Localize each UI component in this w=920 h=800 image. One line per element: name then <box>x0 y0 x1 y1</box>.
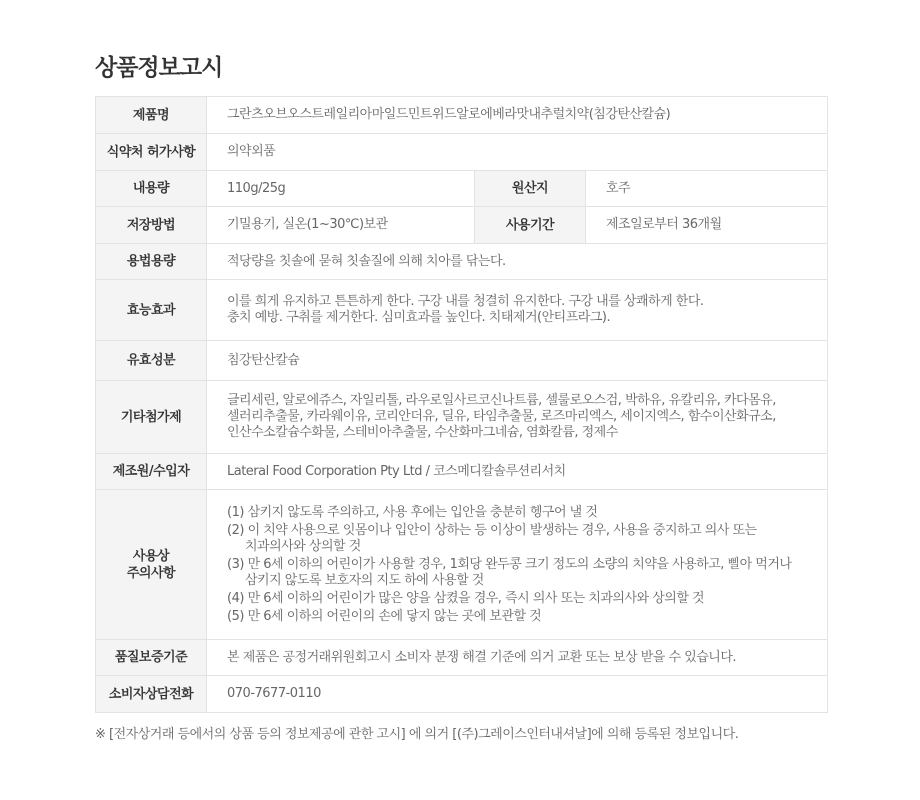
volume-label: 내용량 <box>96 171 207 207</box>
footnote: ※ [전자상거래 등에서의 상품 등의 정보제공에 관한 고시] 에 의거 [(주)그레이스인터내셔날]에 의해 등록된 정보입니다. <box>95 727 739 742</box>
product-info-notice <box>95 50 827 755</box>
caution-list <box>227 504 827 626</box>
mfds-approval-value: 의약외품 <box>207 134 828 171</box>
table-row <box>96 341 828 381</box>
efficacy-line: 이를 희게 유지하고 튼튼하게 한다. 구강 내를 청결히 유지한다. 구강 내를 상쾌하게 한다. <box>227 294 704 309</box>
efficacy-label: 효능효과 <box>96 280 207 341</box>
caution-item-continuation: 삼키지 않도록 보호자의 지도 하에 사용할 것 <box>245 572 484 588</box>
consumer-phone-value: 070-7677-0110 <box>207 676 828 713</box>
caution-item <box>227 556 827 590</box>
caution-item-number: (4) <box>227 590 244 606</box>
consumer-phone-label: 소비자상담전화 <box>96 676 207 713</box>
mfds-approval-label: 식약처 허가사항 <box>96 134 207 171</box>
table-row <box>96 454 828 490</box>
caution-label <box>96 490 207 640</box>
dosage-label: 용법용량 <box>96 244 207 280</box>
caution-item-text: 만 6세 이하의 어린이가 사용할 경우, 1회당 완두콩 크기 정도의 소량의 치약을 사용하고, 삘아 먹거나 <box>247 556 792 572</box>
table-row <box>96 280 828 341</box>
dosage-value: 적당량을 칫솔에 묻혀 칫솔질에 의해 치아를 닦는다. <box>207 244 828 280</box>
table-row <box>96 490 828 640</box>
efficacy-line: 충치 예방. 구취를 제거한다. 심미효과를 높인다. 치태제거(안티프라그). <box>227 310 611 325</box>
additives-label: 기타첨가제 <box>96 381 207 454</box>
usage-period-label: 사용기간 <box>475 207 586 244</box>
caution-item-text: 삼키지 않도록 주의하고, 사용 후에는 입안을 충분히 헹구어 낼 것 <box>247 504 598 520</box>
additives-line: 인산수소칼슘수화물, 스테비아추출물, 수산화마그네슘, 염화칼륨, 정제수 <box>227 425 618 440</box>
table-row <box>96 171 828 207</box>
caution-label-line: 주의사항 <box>126 565 176 581</box>
origin-value: 호주 <box>586 171 828 207</box>
table-row <box>96 244 828 280</box>
additives-line: 글리세린, 알로에쥬스, 자일리톨, 라우로일사르코신나트륨, 셀룰로오스검, 박하유, 유칼리유, 카다몸유, <box>227 393 776 408</box>
quality-standard-label: 품질보증기준 <box>96 640 207 676</box>
caution-item-text: 만 6세 이하의 어린이가 많은 양을 삼켰을 경우, 즉시 의사 또는 치과의사와 상의할 것 <box>247 590 705 606</box>
efficacy-value <box>207 280 828 341</box>
caution-item-number: (1) <box>227 504 244 520</box>
caution-label-line: 사용상 <box>132 548 170 564</box>
product-info-table <box>95 96 828 713</box>
page-title: 상품정보고시 <box>95 55 223 81</box>
caution-item <box>227 522 827 556</box>
caution-item-text: 만 6세 이하의 어린이의 손에 닿지 않는 곳에 보관할 것 <box>247 608 542 624</box>
caution-item-number: (3) <box>227 556 244 572</box>
table-row <box>96 676 828 713</box>
table-row <box>96 640 828 676</box>
caution-item <box>227 608 827 626</box>
usage-period-value: 제조일로부터 36개월 <box>586 207 828 244</box>
caution-item-number: (5) <box>227 608 244 624</box>
additives-line: 셀러리추출물, 카라웨이유, 코리안더유, 딜유, 타임추출물, 로즈마리엑스, 세이지엑스, 함수이산화규소, <box>227 409 776 424</box>
storage-label: 저장방법 <box>96 207 207 244</box>
active-ingredient-label: 유효성분 <box>96 341 207 381</box>
manufacturer-label: 제조원/수입자 <box>96 454 207 490</box>
caution-item <box>227 504 827 522</box>
table-row <box>96 97 828 134</box>
quality-standard-value: 본 제품은 공정거래위원회고시 소비자 분쟁 해결 기준에 의거 교환 또는 보상 받을 수 있습니다. <box>207 640 828 676</box>
caution-item-continuation: 치과의사와 상의할 것 <box>245 538 361 554</box>
additives-value <box>207 381 828 454</box>
table-row <box>96 134 828 171</box>
caution-item <box>227 590 827 608</box>
table-row <box>96 381 828 454</box>
caution-value <box>207 490 828 640</box>
caution-item-number: (2) <box>227 522 244 538</box>
storage-value: 기밀용기, 실온(1~30℃)보관 <box>207 207 475 244</box>
table-row <box>96 207 828 244</box>
caution-item-text: 이 치약 사용으로 잇몸이나 입안이 상하는 등 이상이 발생하는 경우, 사용을 중지하고 의사 또는 <box>247 522 757 538</box>
volume-value: 110g/25g <box>207 171 475 207</box>
product-name-value: 그란츠오브오스트레일리아마일드민트위드알로에베라맛내추럴치약(침강탄산칼슘) <box>207 97 828 134</box>
manufacturer-value: Lateral Food Corporation Pty Ltd / 코스메디칼솔루션리서치 <box>207 454 828 490</box>
origin-label: 원산지 <box>475 171 586 207</box>
product-name-label: 제품명 <box>96 97 207 134</box>
active-ingredient-value: 침강탄산칼슘 <box>207 341 828 381</box>
